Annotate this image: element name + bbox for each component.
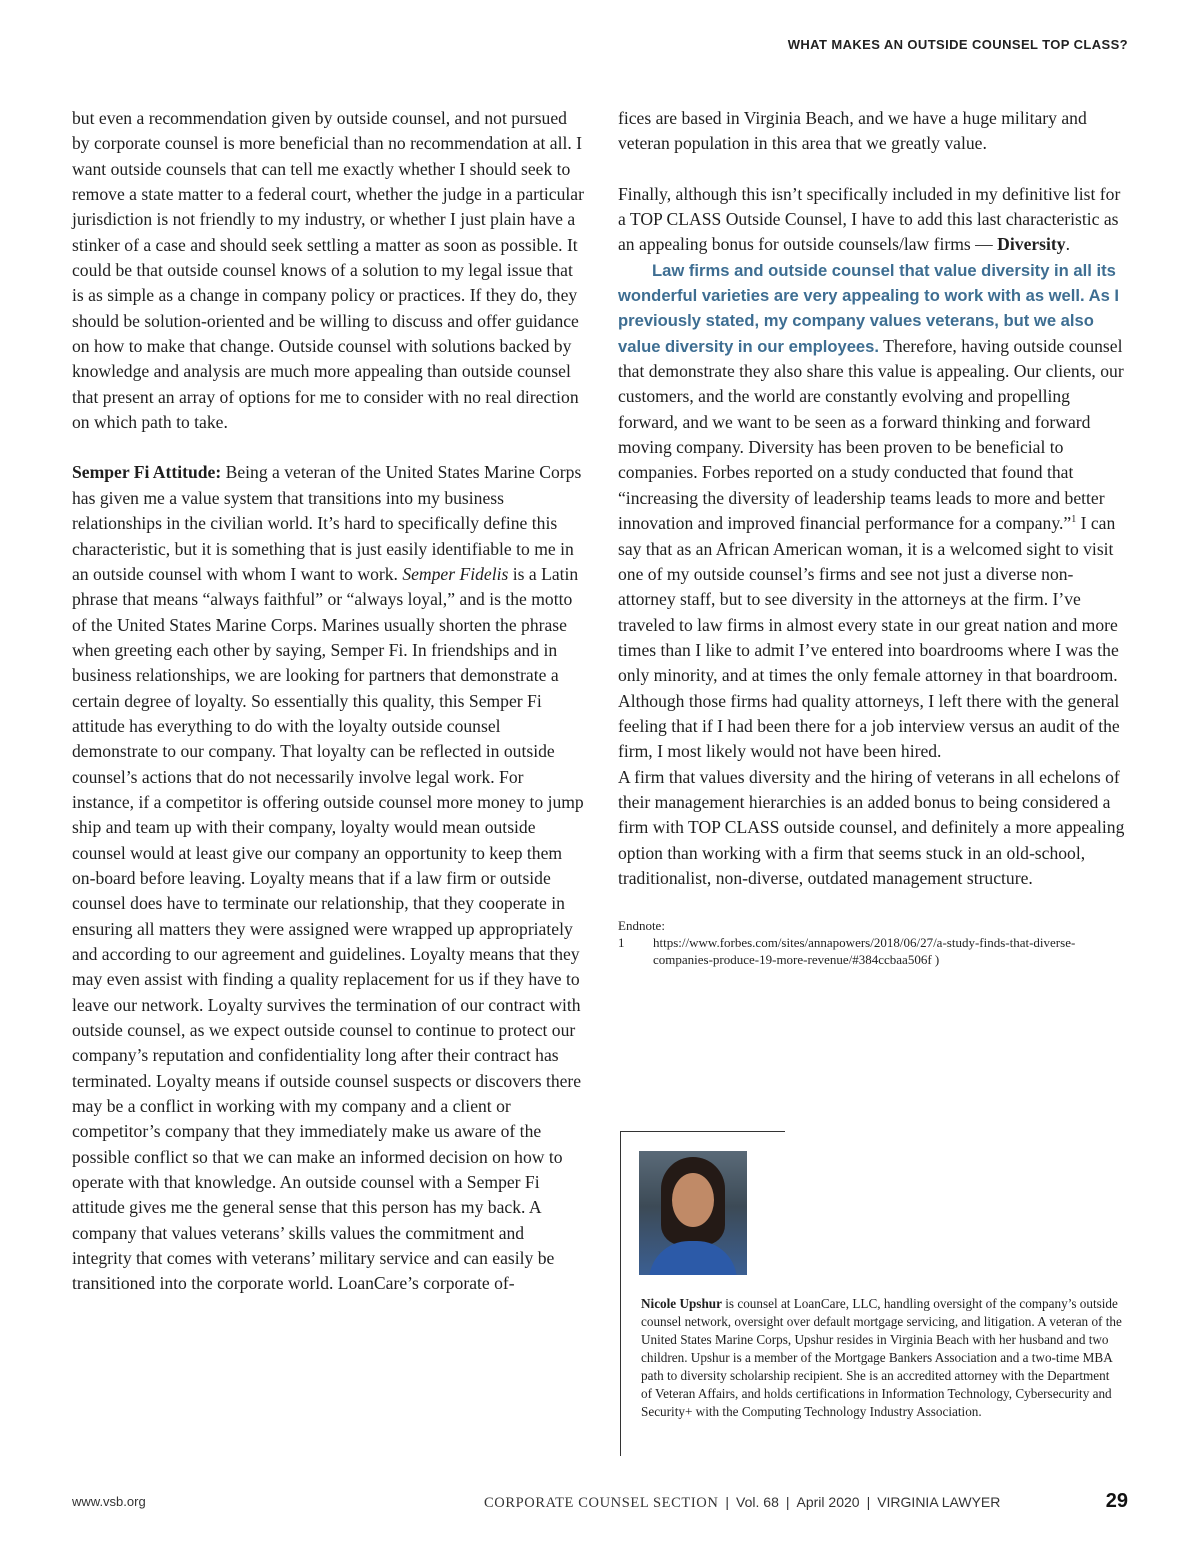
- diversity-intro-paragraph: [618, 182, 1130, 258]
- semper-fidelis-term: Semper Fidelis: [402, 563, 509, 584]
- endnote-number: 1: [618, 935, 625, 951]
- semper-fi-text-b: is a Latin phrase that means “always faithful” or “always loyal,” and is the motto of the United States Marine Corps. Marines usually shorten the phrase when greeting each other by saying, Semper Fi. In friendships and in business relationships, we are looking for partners that demonstrate a certain degree of loyalty. So essentially this quality, this Semper Fi attitude has everything to do with the loyalty outside counsel demonstrate to our company. That loyalty can be reflected in outside counsel’s actions that do not necessarily involve legal work. For instance, if a competitor is offering outside counsel more money to jump ship and team up with their company, loyalty would mean outside counsel would at least give our company an opportunity to keep them on-board before leaving. Loyalty means that if a law firm or outside counsel does have to terminate our relationship, that they cooperate in ensuring all matters they were assigned were wrapped up appropriately and according to our agreement and guidelines. Loyalty means that they may even assist with finding a quality replacement for us if they have to leave our network. Loyalty survives the termination of our contract with outside counsel, as we expect outside counsel to continue to protect our company’s reputation and confidentiality long after their contract has terminated. Loyalty means if outside counsel suspects or discovers there may be a conflict in working with my company and a client or competitor’s company that they immediately make us aware of the possible conflict so that we can make an informed decision on how to operate with that knowledge. An outside counsel with a Semper Fi attitude gives me the general sense that this person has my back. A company that values veterans’ skills values the commitment and integrity that comes with veterans’ military service and can easily be transitioned into the corporate world. LoanCare’s corporate of-: [72, 563, 584, 1294]
- bio-divider: [621, 1131, 785, 1132]
- semper-fi-heading: Semper Fi Attitude:: [72, 462, 222, 483]
- author-bio-box: [620, 1131, 1131, 1456]
- footer-website[interactable]: www.vsb.org: [72, 1494, 146, 1509]
- author-bio-body: is counsel at LoanCare, LLC, handling oversight of the company’s outside counsel network, oversight over default mortgage servicing, and litigation. A veteran of the United States Marine Corps, Upshur resides in Virginia Beach with her husband and two children. Upshur is a member of the Mortgage Bankers Association and a two-time MBA path to diversity scholarship recipient. She is an accredited attorney with the Department of Veteran Affairs, and holds certifications in Information Technology, Cybersecurity and Security+ with the Computing Technology Industry Association.: [641, 1296, 1122, 1419]
- footnote-ref: 1: [1071, 514, 1077, 526]
- pull-quote: Law firms and outside counsel that value diversity in all its wonderful varieties are very appealing to work with as well. As I previously stated, my company values veterans, but we also value diversity in our employees.: [618, 260, 1120, 356]
- diversity-text-a: Therefore, having outside counsel that demonstrate they also share this value is appealing. Our clients, our customers, and the world are constantly evolving and propelling forward, and we want to be seen as a forward thinking and forward moving company. Diversity has been proven to be beneficial to companies. Forbes reported on a study conducted that found that “increasing the diversity of leadership teams leads to more and better innovation and improved financial performance for a company.”: [618, 335, 1124, 534]
- diversity-text-b: I can say that as an African American woman, it is a welcomed sight to visit one of my outside counsel’s firms and see not just a diverse non-attorney staff, but to see diversity in the attorneys at the firm. I’ve traveled to law firms in almost every state in our great nation and more times than I like to admit I’ve entered into boardrooms where I was the only minority, and at times the only female attorney in that boardroom. Although those firms had quality attorneys, I left there with the general feeling that if I had been there for a job interview versus an audit of the firm, I most likely would not have been hired.: [618, 513, 1120, 762]
- closing-paragraph: A firm that values diversity and the hiring of veterans in all echelons of their management hierarchies is an added bonus to being considered a firm with TOP CLASS outside counsel, and definitely a more appealing option than working with a firm that seems stuck in an old-school, traditionalist, non-diverse, outdated management structure.: [618, 766, 1125, 888]
- right-column: [618, 106, 1130, 968]
- footer-publication-info: CORPORATE COUNSEL SECTION | Vol. 68 | April 2020 | VIRGINIA LAWYER: [484, 1494, 1001, 1511]
- diversity-intro-text: Finally, although this isn’t specifically included in my definitive list for a TOP CLASS Outside Counsel, I have to add this last characteristic as an appealing bonus for outside counsels/law firms —: [618, 183, 1121, 255]
- footer-date: April 2020: [796, 1494, 860, 1510]
- left-column: [72, 106, 584, 1297]
- page-number: 29: [1105, 1490, 1128, 1512]
- page-footer: [0, 1490, 1200, 1518]
- left-paragraph-1: but even a recommendation given by outside counsel, and not pursued by corporate counsel is more beneficial than no recommendation at all. I want outside counsels that can tell me exactly whether I should seek to remove a state matter to a federal court, whether the judge in a particular jurisdiction is not friendly to my industry, or whether I just plain have a stinker of a case and should seek settling a matter as soon as possible. It could be that outside counsel knows of a solution to my legal issue that is as simple as a change in company policy or practices. If they do, they should be solution-oriented and be willing to discuss and offer guidance on how to make that change. Outside counsel with solutions backed by knowledge and analysis are much more appealing than outside counsel that present an array of options for me to consider with no real direction on which path to take.: [72, 108, 584, 433]
- author-bio-text: [641, 1295, 1123, 1421]
- author-photo: [639, 1151, 747, 1275]
- right-paragraph-1: fices are based in Virginia Beach, and we have a huge military and veteran population in this area that we greatly value.: [618, 108, 1087, 154]
- semper-fi-text-a: Being a veteran of the United States Marine Corps has given me a value system that transitions into my business relationships in the civilian world. It’s hard to specifically define this characteristic, but it is something that is just easily identifiable to me in an outside counsel with whom I want to work.: [72, 462, 582, 584]
- endnote-url[interactable]: https://www.forbes.com/sites/annapowers/2018/06/27/a-study-finds-that-diverse-companies-produce-19-more-revenue/#384ccbaa506f ): [653, 935, 1076, 968]
- author-name: Nicole Upshur: [641, 1296, 722, 1311]
- diversity-intro-end: .: [1065, 234, 1070, 255]
- diversity-paragraph: [618, 258, 1130, 765]
- footer-section: CORPORATE COUNSEL SECTION: [484, 1495, 719, 1511]
- running-title: WHAT MAKES AN OUTSIDE COUNSEL TOP CLASS?: [787, 37, 1128, 52]
- semper-fi-paragraph: [72, 460, 584, 1296]
- footer-publication: VIRGINIA LAWYER: [877, 1494, 1001, 1510]
- diversity-term: Diversity: [997, 234, 1066, 255]
- endnote-section: [618, 917, 1130, 968]
- endnote-label: Endnote:: [618, 918, 665, 934]
- footer-volume: Vol. 68: [736, 1494, 779, 1510]
- endnote-item: [618, 934, 1130, 968]
